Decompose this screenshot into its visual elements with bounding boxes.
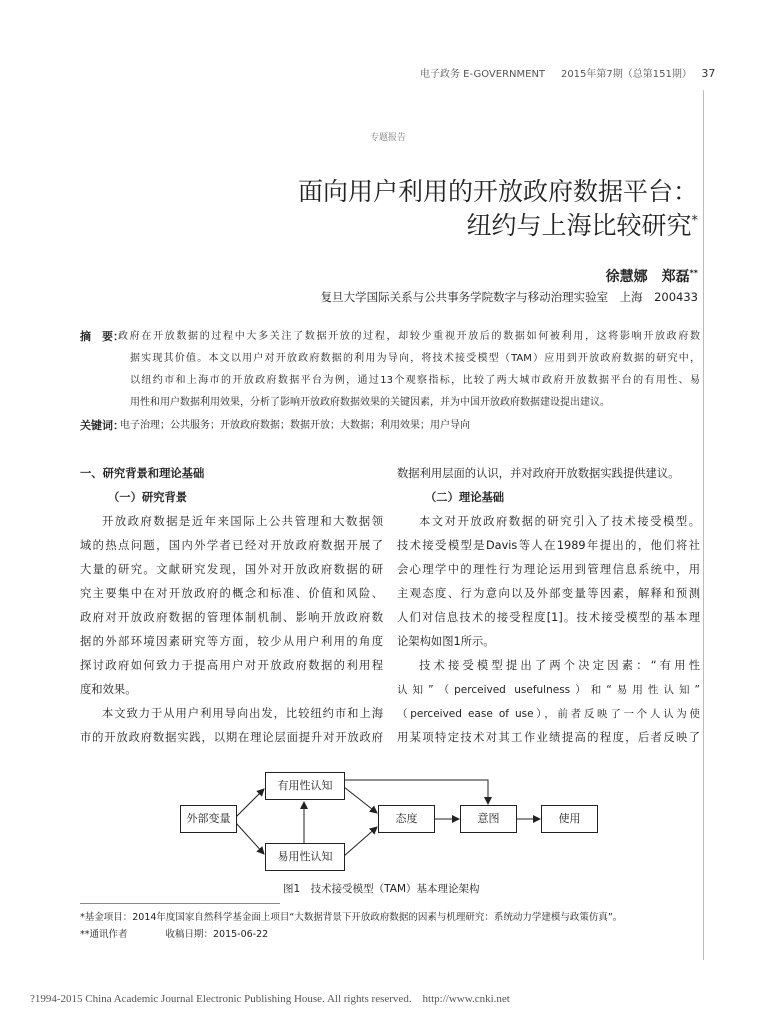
arrow-external-ease: [236, 823, 264, 854]
node-attitude: 态度: [378, 805, 435, 833]
journal-name: 电子政务 E-GOVERNMENT: [420, 69, 546, 80]
body-line: 探讨政府如何致力于提高用户对开放政府数据的利用程: [80, 659, 383, 672]
arrow-usefulness-attitude: [344, 787, 377, 813]
running-header: [420, 65, 715, 80]
body-line: 市的开放政府数据实践，以期在理论层面提升对开放政府: [80, 731, 383, 744]
abstract-line: 据实现其价值。本文以用户对开放政府数据的利用为导向，将技术接受模型（TAM）应用到开放政府数据的研究中，: [130, 353, 700, 364]
abstract-label: 摘 要：: [80, 330, 124, 343]
section-tag: 专题报告: [370, 133, 407, 143]
footnote-funding: *基金项目：2014年度国家自然科学基金面上项目“大数据背景下开放政府数据的因素与机理研究：系统动力学建模与政策仿真”。: [80, 912, 623, 923]
body-line: 究主要集中在对开放政府的概念和标准、价值和风险、: [80, 587, 383, 600]
abstract-line: 政府在开放数据的过程中大多关注了数据开放的过程，却较少重视开放后的数据如何被利用，这将影响开放政府数: [118, 331, 700, 342]
body-line: 开放政府数据是近年来国际上公共管理和大数据领: [102, 515, 383, 528]
arrow-usefulness-intention: [344, 780, 488, 804]
body-line: 本文致力于从用户利用导向出发，比较纽约市和上海: [102, 707, 383, 720]
arrow-external-usefulness: [236, 789, 264, 817]
footnote-corresponding: **通讯作者 收稿日期：2015-06-22: [80, 929, 269, 940]
issue-info: 2015年第7期（总第151期）: [560, 69, 692, 80]
node-perceived-ease: 易用性认知: [265, 843, 345, 871]
body-line: 会心理学中的理性行为理论运用到管理信息系统中，用: [397, 563, 700, 576]
body-line: 主观态度、行为意向以及外部变量等因素，解释和预测: [397, 587, 700, 600]
page-number: 37: [701, 67, 716, 80]
author-names: 徐慧娜 郑磊: [605, 269, 690, 285]
node-use: 使用: [541, 805, 598, 833]
abstract-line: 以纽约市和上海市的开放政府数据平台为例，通过13个观察指标，比较了两大城市政府开放数据平台的有用性、易: [130, 375, 700, 386]
abstract-body: [118, 326, 700, 414]
copyright-watermark: ?1994-2015 China Academic Journal Electronic Publishing House. All rights reserved. http://www.cnki.net: [30, 993, 510, 1005]
affiliation: 复旦大学国际关系与公共事务学院数字与移动治理实验室 上海 200433: [320, 290, 698, 304]
author-mark: **: [689, 268, 698, 278]
title-text: 纽约与上海比较研究: [466, 211, 692, 240]
node-perceived-usefulness: 有用性认知: [265, 772, 345, 800]
body-line: 大量的研究。文献研究发现，国外对开放政府数据的研: [80, 563, 383, 576]
node-intention: 意图: [460, 805, 517, 833]
right-column: [397, 462, 700, 750]
body-line: 域的热点问题，国内外学者已经对开放政府数据开展了: [80, 539, 383, 552]
keywords-text: 电子治理；公共服务；开放政府数据；数据开放；大数据；利用效果；用户导向: [120, 420, 470, 431]
body-line: 论架构如图1所示。: [397, 635, 495, 648]
body-line: 据的外部环境因素研究等方面，较少从用户利用的角度: [80, 635, 383, 648]
body-line: 度和效果。: [80, 683, 137, 696]
body-line: 技术接受模型提出了两个决定因素：“有用性: [419, 659, 700, 672]
subsection-heading: （一）研究背景: [108, 491, 188, 504]
title-line-2: [466, 206, 698, 242]
title-footnote-mark: *: [691, 213, 698, 229]
body-line: 用某项特定技术对其工作业绩提高的程度，后者反映了: [397, 731, 700, 744]
body-line: 政府对开放政府数据的管理体制机制、影响开放政府数: [80, 611, 383, 624]
body-line: 认知”（perceived usefulness）和“易用性认知”: [397, 684, 700, 696]
arrow-ease-attitude: [344, 827, 377, 856]
authors: [606, 266, 698, 286]
keywords-label: 关键词：: [80, 419, 124, 432]
title-line-1: 面向用户利用的开放政府数据平台：: [297, 177, 698, 206]
subsection-heading: （二）理论基础: [425, 491, 505, 504]
figure-caption: 图1 技术接受模型（TAM）基本理论架构: [283, 883, 480, 895]
body-line: 人们对信息技术的接受程度[1]。技术接受模型的基本理: [397, 611, 700, 624]
body-line: 数据利用层面的认识，并对政府开放数据实践提供建议。: [397, 467, 680, 480]
abstract-line: 用性和用户数据利用效果，分析了影响开放政府数据效果的关键因素，并为中国开放政府数据建设提出建议。: [130, 397, 610, 408]
body-line: 技术接受模型是Davis等人在1989年提出的，他们将社: [397, 539, 700, 552]
body-line: 本文对开放政府数据的研究引入了技术接受模型。: [419, 515, 700, 528]
body-line: （perceived ease of use），前者反映了一个人认为使: [397, 708, 700, 720]
footnote-rule: [80, 903, 280, 904]
left-column: [80, 462, 383, 750]
node-external-variables: 外部变量: [180, 805, 237, 833]
section-heading: 一、研究背景和理论基础: [80, 467, 205, 480]
